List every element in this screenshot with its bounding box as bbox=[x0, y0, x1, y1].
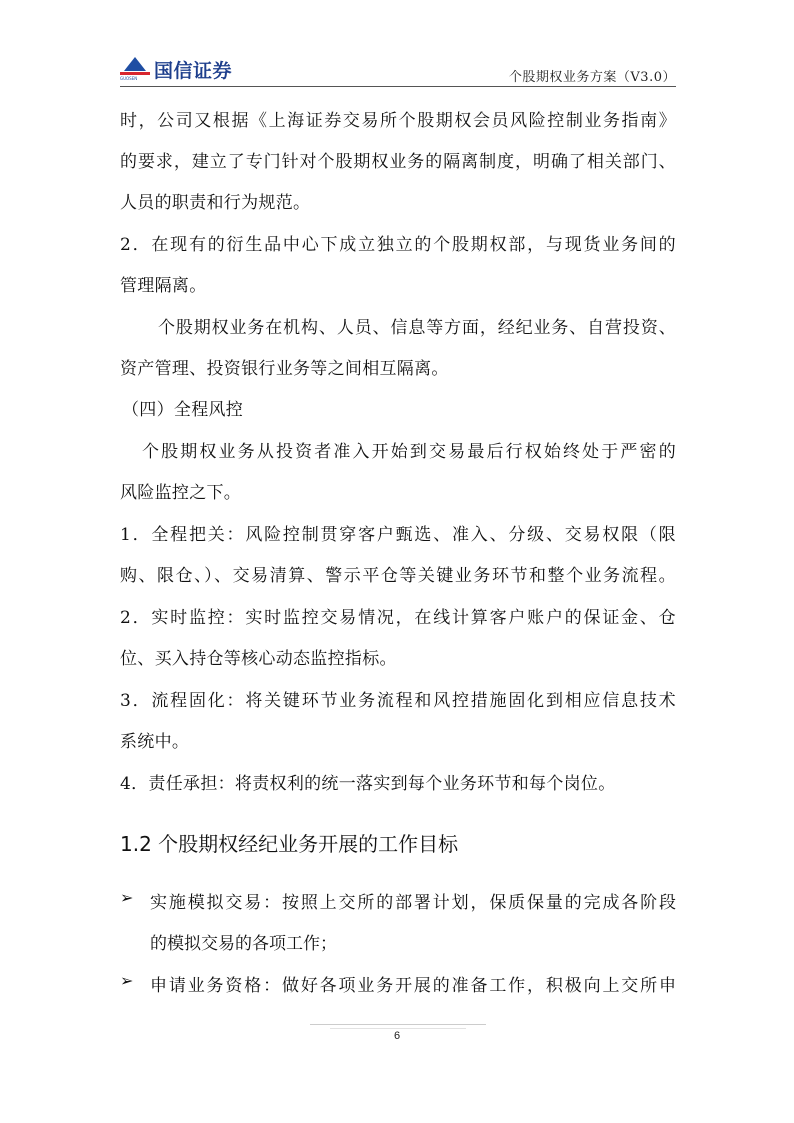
footer-divider bbox=[310, 1024, 486, 1025]
bullet-text: 实施模拟交易：按照上交所的部署计划，保质保量的完成各阶段 bbox=[150, 893, 676, 913]
body-line: 系统中。 bbox=[120, 732, 190, 752]
body-line: 时，公司又根据《上海证券交易所个股期权会员风险控制业务指南》 bbox=[120, 111, 676, 131]
body-line: 4．责任承担：将责权利的统一落实到每个业务环节和每个岗位。 bbox=[120, 774, 616, 794]
body-line: 管理隔离。 bbox=[120, 276, 207, 296]
company-logo bbox=[120, 54, 232, 84]
body-line: 2．实时监控：实时监控交易情况，在线计算客户账户的保证金、仓 bbox=[120, 608, 676, 628]
body-line: 2．在现有的衍生品中心下成立独立的个股期权部，与现货业务间的 bbox=[120, 235, 676, 255]
arrow-bullet-icon: ➢ bbox=[120, 971, 134, 990]
logo-mark-icon: GUOSEN bbox=[120, 57, 150, 81]
page-header bbox=[120, 50, 676, 92]
body-line: 风险监控之下。 bbox=[120, 483, 242, 503]
body-line: 个股期权业务在机构、人员、信息等方面，经纪业务、自营投资、 bbox=[158, 318, 676, 338]
header-divider bbox=[120, 86, 676, 87]
body-line: 位、买入持仓等核心动态监控指标。 bbox=[120, 649, 397, 669]
bullet-text: 申请业务资格：做好各项业务开展的准备工作，积极向上交所申 bbox=[150, 976, 676, 996]
section-heading: 1.2 个股期权经纪业务开展的工作目标 bbox=[120, 832, 459, 856]
subsection-heading: （四）全程风控 bbox=[122, 400, 244, 420]
body-line: 购、限仓、）、交易清算、警示平仓等关键业务环节和整个业务流程。 bbox=[120, 566, 676, 586]
body-line: 人员的职责和行为规范。 bbox=[120, 193, 311, 213]
body-line: 资产管理、投资银行业务等之间相互隔离。 bbox=[120, 359, 449, 379]
document-title: 个股期权业务方案（V3.0） bbox=[508, 70, 676, 85]
page-number: 6 bbox=[393, 1030, 401, 1042]
body-line: 的要求，建立了专门针对个股期权业务的隔离制度，明确了相关部门、 bbox=[120, 152, 676, 172]
footer-divider-secondary bbox=[330, 1028, 466, 1029]
logo-text: 国信证券 bbox=[154, 59, 233, 82]
body-line: 3．流程固化：将关键环节业务流程和风控措施固化到相应信息技术 bbox=[120, 691, 676, 711]
arrow-bullet-icon: ➢ bbox=[120, 888, 134, 907]
bullet-text-continued: 的模拟交易的各项工作； bbox=[150, 934, 337, 954]
body-line: 个股期权业务从投资者准入开始到交易最后行权始终处于严密的 bbox=[142, 442, 676, 462]
body-line: 1．全程把关：风险控制贯穿客户甄选、准入、分级、交易权限（限 bbox=[120, 525, 676, 545]
